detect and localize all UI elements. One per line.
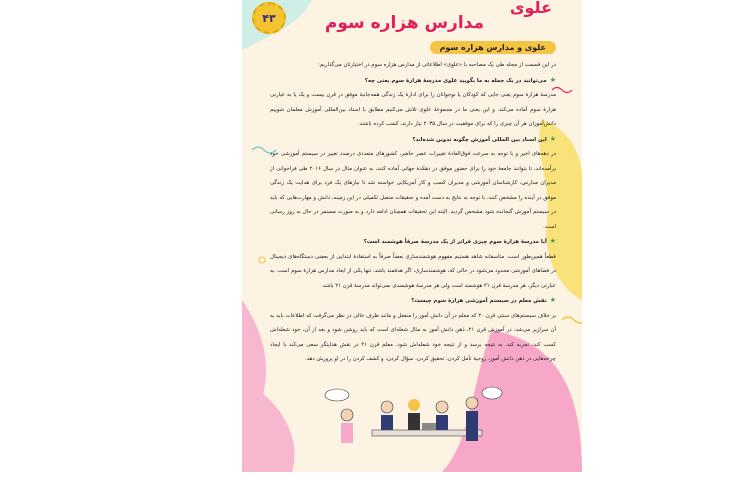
answer-1: مدرسهٔ هزارهٔ سوم یعنی جایی که کودکان یا نوجوانان را برای ادارهٔ یک زندگی همه‌جانبهٔ موفق در قرن بیست و یک یا به عبارتی هزارهٔ سوم آماده می‌کند. و این یعنی ما در مجموعهٔ علوی تلاش می‌کنیم مطابق با اسناد بین‌المللی آموزش معلمان شوییم دانش‌آموزان هر آن چیزی را که برای موفقیت در سال ۲۰۳۵ نیاز دارند، کسب کرده باشند. <box>270 92 556 127</box>
star-icon: ★ <box>549 134 556 143</box>
star-icon: ★ <box>549 296 556 304</box>
article-body <box>270 58 556 367</box>
answer-2: در دهه‌های اخیر و با توجه به سرعت فوق‌العادهٔ تغییرات عصر حاضر، کشورهای متعددی درصدد تغییر در سیستم آموزشی خود برآمده‌اند، تا بتوانند جامعهٔ خود را برای حضور موفق در دهکدهٔ جهانی آماده کنند، به عنوان مثال در سال ۲۰۱۶ طی فراخوانی از مدیران مدارس، کارشناسان آموزشی و مدیران کسب و کار آمریکایی خواسته شد تا نیازهای یک فرد برای هدایت یک زندگی موفق در آینده را مشخص کنند. با توجه به نتایج به دست آمده و تحقیقات متصل تکمیلی در این زمینه، دانش و مهارت‌هایی که باید در سیستم آموزش گنجانده شود مشخص گردید. البته این تحقیقات همچنان ادامه دارد و به صورت مستمر در حال به روز رسانی است. <box>270 151 556 230</box>
brand-logo: علوی <box>509 0 552 17</box>
question-1: ★می‌توانید در یک جمله به ما بگویید علوی مدرسهٔ هزارهٔ سوم یعنی چه؟ <box>364 75 556 84</box>
section-subtitle: علوی و مدارس هزاره سوم <box>430 41 557 54</box>
meeting-illustration <box>312 385 522 465</box>
magazine-page <box>242 0 582 472</box>
star-icon: ★ <box>549 75 556 84</box>
question-2: ★این اسناد بین المللی آموزش چگونه تدوین شده‌اند؟ <box>412 134 556 143</box>
question-3: ★آیا مدرسهٔ هزارهٔ سوم چیزی فراتر از یک مدرسهٔ صرفاً هوشمند است؟ <box>363 237 556 245</box>
intro-paragraph: در این قسمت از مجله طی یک مصاحبه با «علوی» اطلاعاتی از مدارس هزاره سوم در اختیارتان می‌گذاریم: <box>317 62 556 68</box>
answer-3: قطعاً همین‌طور است. متأسفانه شاهد هستیم مفهوم هوشمندسازی بعضاً صرفاً به استفادهٔ ابتدایی از بعضی دستگاه‌های دیجیتال در فضاهای آموزشی محدود می‌شود در حالی که، هوشمندسازی، اگر هدفمند باشد، تنها یکی از ابعاد مدارس هزارهٔ سوم است. به عبارتی دیگر، هر مدرسهٔ قرن ۲۱ هوشمند است ولی هر مدرسهٔ هوشمندی نمی‌تواند مدرسهٔ قرن ۲۱ باشد. <box>270 253 556 289</box>
answer-4: بر خلاف سیستم‌های سنتی قرن ۲۰ که معلم در آن دانش آموز را منفعل و مانند ظرف خالی در نظر می‌گرفت که اطلاعات باید به آن سرازیر می‌شد، در آموزش قرن ۲۱، ذهن دانش آموز به مثال شعله‌ای است که باید روشن شود و بعد از آن، خود شعله‌اش کسب کند، تجربه کند. به نتیجه برسد و از نتیجه خود شعله‌اش شود. معلم قرن ۲۱ در نقش هدایتگر سعی می‌کند با ایجاد چرخه‌هایی در ذهن دانش آموز، روحیهٔ تأمل کردن، تحقیق کردن، سؤال کردن، و کشف کردن را در او پرورش دهد. <box>270 312 557 362</box>
page-title: مدارس هزاره سوم <box>324 13 484 33</box>
question-4: ★نقش معلم در سیستم آموزشی هزارهٔ سوم چیست؟ <box>411 296 556 304</box>
page-number-badge: ۴۳ <box>252 2 286 34</box>
star-icon: ★ <box>549 237 556 245</box>
